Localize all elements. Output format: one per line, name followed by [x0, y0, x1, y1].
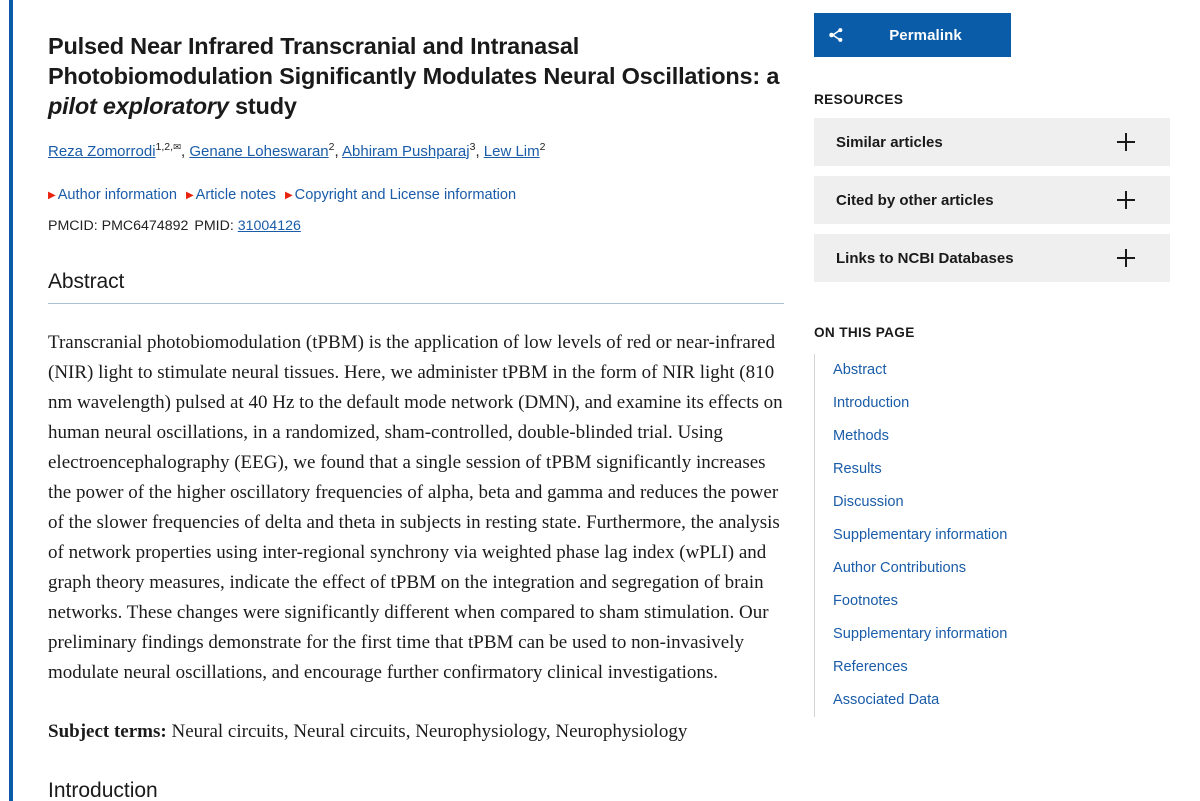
author-affiliation: 3: [469, 141, 476, 153]
page-title: [48, 31, 784, 121]
accordion-label: Links to NCBI Databases: [836, 249, 1014, 267]
pmid-link[interactable]: 31004126: [237, 218, 301, 234]
article-identifiers: [48, 217, 784, 235]
permalink-label: Permalink: [889, 26, 962, 44]
page-title-part1: Pulsed Near Infrared Transcranial and Intranasal Photobiomodulation Significantly Modulates Neural Oscillations: a: [48, 33, 780, 89]
article-meta-links: [48, 186, 784, 206]
author-information-link[interactable]: Author information: [57, 187, 177, 203]
author-entry: [48, 143, 185, 160]
copyright-license-link[interactable]: Copyright and License information: [294, 187, 517, 203]
resources-heading: RESOURCES: [814, 92, 904, 107]
author-separator: ,: [475, 143, 480, 160]
nav-item-methods[interactable]: Methods: [833, 428, 889, 444]
abstract-heading: Abstract: [48, 270, 784, 304]
author-entry: [342, 143, 480, 160]
pmcid-value: PMC6474892: [101, 218, 189, 234]
author-entry: [484, 143, 546, 160]
nav-item-associated-data[interactable]: Associated Data: [833, 692, 940, 708]
share-icon: [814, 25, 858, 45]
subject-terms: [48, 718, 784, 746]
article-notes-toggle[interactable]: [186, 187, 276, 203]
page-title-italic: pilot exploratory: [48, 93, 229, 119]
accordion-label: Similar articles: [836, 133, 943, 151]
author-separator: ,: [181, 143, 186, 160]
author-entry: [189, 143, 338, 160]
author-affiliation: [156, 141, 181, 153]
left-accent-rail: [9, 0, 13, 801]
pmcid-label: PMCID:: [48, 218, 98, 234]
nav-item-references[interactable]: References: [833, 659, 908, 675]
accordion-item-links-to-ncbi-databases[interactable]: [814, 234, 1170, 282]
accordion-item-cited-by-other-articles[interactable]: [814, 176, 1170, 224]
author-information-toggle[interactable]: [48, 187, 177, 203]
author-list: [48, 142, 784, 162]
corresponding-author-icon[interactable]: ✉: [173, 142, 182, 153]
plus-icon[interactable]: [1117, 191, 1135, 209]
triangle-right-icon: ▶: [284, 190, 293, 201]
author-link[interactable]: Reza Zomorrodi: [48, 143, 156, 160]
author-affiliation: 2: [539, 141, 546, 153]
accordion-item-similar-articles[interactable]: [814, 118, 1170, 166]
subject-terms-label: Subject terms:: [48, 721, 167, 742]
copyright-toggle[interactable]: [285, 187, 516, 203]
nav-item-author-contributions[interactable]: Author Contributions: [833, 560, 967, 576]
plus-icon[interactable]: [1117, 133, 1135, 151]
author-link[interactable]: Genane Loheswaran: [189, 143, 329, 160]
on-this-page-nav: [814, 354, 1170, 717]
nav-item-results[interactable]: Results: [833, 461, 882, 477]
abstract-text: Transcranial photobiomodulation (tPBM) is the application of low levels of red or near-infrared (NIR) light to stimulate neural tissues. Here, we administer tPBM in the form of NIR light (810 nm wavelength) pulsed at 40 Hz to the default mode network (DMN), and examine its effects on human neural oscillations, in a randomized, sham-controlled, double-blinded trial. Using electroencephalography (EEG), we found that a single session of tPBM significantly increases the power of the higher oscillatory frequencies of alpha, beta and gamma and reduces the power of the slower frequencies of delta and theta in subjects in resting state. Furthermore, the analysis of network properties using inter-regional synchrony via weighted phase lag index (wPLI) and graph theory measures, indicate the effect of tPBM on the integration and segregation of brain networks. These changes were significantly different when compared to sham stimulation. Our preliminary findings demonstrate for the first time that tPBM can be used to non-invasively modulate neural oscillations, and encourage further confirmatory clinical investigations.: [48, 332, 783, 683]
on-this-page-heading: ON THIS PAGE: [814, 325, 915, 340]
nav-item-supplementary-information-2[interactable]: Supplementary information: [833, 626, 1008, 642]
author-separator: ,: [334, 143, 339, 160]
nav-item-introduction[interactable]: Introduction: [833, 395, 910, 411]
author-link[interactable]: Lew Lim: [483, 143, 540, 160]
pmid-label: PMID:: [194, 218, 234, 234]
nav-item-supplementary-information[interactable]: Supplementary information: [833, 527, 1008, 543]
introduction-heading: Introduction: [48, 779, 158, 801]
article-main-column: [48, 0, 784, 801]
triangle-right-icon: ▶: [48, 190, 56, 201]
resources-accordion: [814, 118, 1170, 282]
nav-item-footnotes[interactable]: Footnotes: [833, 593, 898, 609]
author-link[interactable]: Abhiram Pushparaj: [342, 143, 470, 160]
sidebar: [814, 0, 1170, 717]
nav-item-abstract[interactable]: Abstract: [833, 362, 887, 378]
author-affiliation: 2: [328, 141, 335, 153]
permalink-button[interactable]: [814, 13, 1011, 57]
accordion-label: Cited by other articles: [836, 191, 994, 209]
article-notes-link[interactable]: Article notes: [195, 187, 276, 203]
plus-icon[interactable]: [1117, 249, 1135, 267]
page-title-part2: study: [228, 93, 297, 119]
subject-terms-value: Neural circuits, Neural circuits, Neurophysiology, Neurophysiology: [171, 721, 688, 742]
triangle-right-icon: ▶: [185, 190, 194, 201]
affiliation-number: 1,2,: [155, 141, 174, 153]
nav-item-discussion[interactable]: Discussion: [833, 494, 904, 510]
